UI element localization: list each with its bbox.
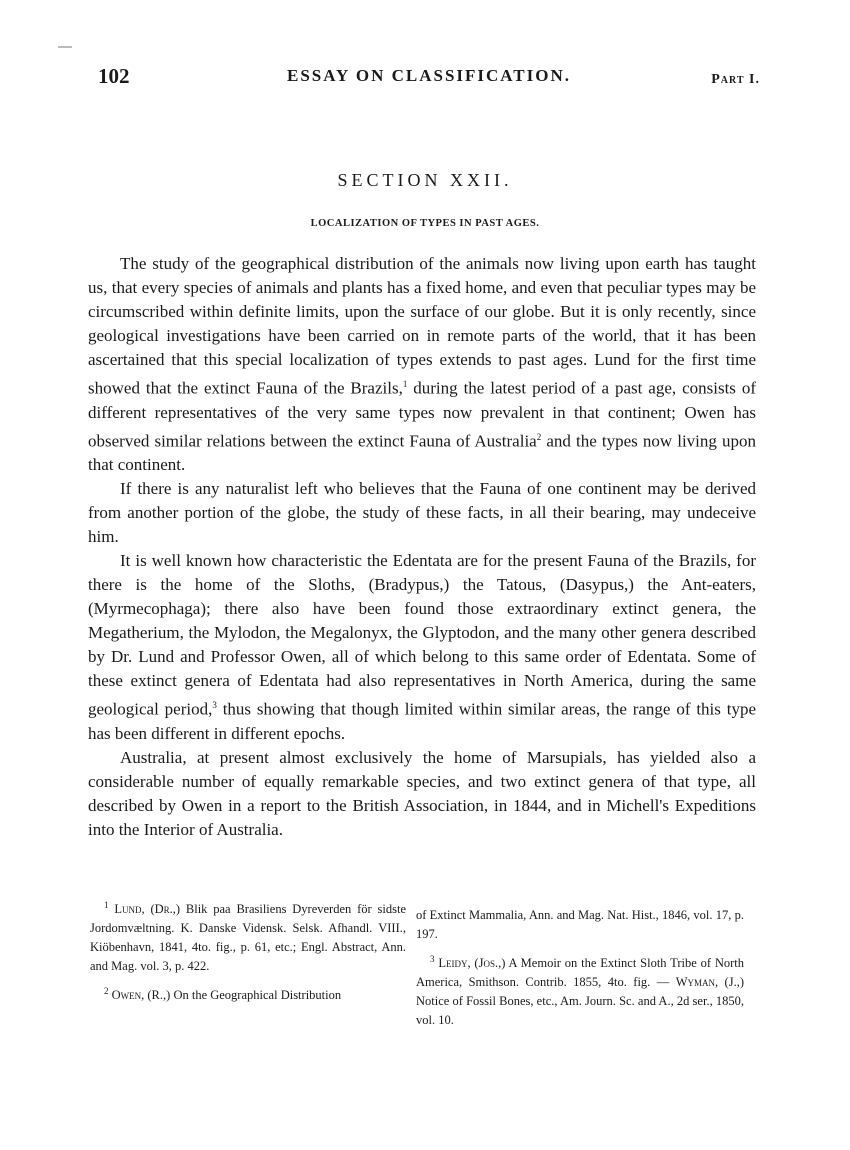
paragraph-4: Australia, at present almost exclusively the home of Marsupials, has yielded also a considerable number of equally remarkable species, and two extinct genera of that type, all described by Owen in a report to the British Association, in 1844, and in Michell's Expeditions into the Interior of Australia. [88, 747, 756, 839]
page-number: 102 [98, 64, 130, 88]
footnote-2-continuation: of Extinct Mammalia, Ann. and Mag. Nat. Hist., 1846, vol. 17, p. 197. [416, 908, 744, 941]
scan-mark [58, 46, 72, 48]
paragraph-3: It is well known how characteristic the Edentata are for the present Fauna of the Brazils, for there is the home of the Sloths, (Bradypus,) the Tatous, (Dasypus,) the Ant-eaters, (Myrmecophaga); there also have been found those extraordinary extinct genera, the Megatherium, the Mylodon, the Megalonyx, the Glyptodon, and the many other genera described by Dr. Lund and Professor Owen, all of which belong to this same order of Edentata. Some of these extinct genera of Edentata had also representatives in North America, during the same geological period,$^3$ thus showing that though limited within similar areas, the range of this type has been different in different epochs. [88, 551, 756, 743]
footnote-1: $^1$ Lund, (Dr.,) Blik paa Brasiliens Dyreverden för sidste Jordomvæltning. K. Danske Vidensk. Selsk. Afhandl. VIII., Kiöbenhavn, 1841, 4to. fig., p. 61, etc.; Engl. Abstract, Ann. and Mag. vol. 3, p. 422. [90, 900, 406, 974]
section-title: SECTION XXII. [337, 170, 513, 190]
section-subtitle: LOCALIZATION OF TYPES IN PAST AGES. [310, 218, 540, 229]
paragraph-1: The study of the geographical distribution of the animals now living upon earth has taught us, that every species of animals and plants has a fixed home, and even that peculiar types may be circumscribed within definite limits, upon the surface of our globe. But it is only recently, since geological investigations have been carried on in remote parts of the world, that it has been ascertained that this special localization of types extends to past ages. Lund for the first time showed that the extinct Fauna of the Brazils,$^1$ during the latest period of a past age, consists of different representatives of the very same types now prevalent in that continent; Owen has observed similar relations between the extinct Fauna of Australia$^2$ and the types now living upon that continent. [88, 254, 756, 475]
body-text [88, 252, 756, 842]
footnote-2: $^2$ Owen, (R.,) On the Geographical Distribution [104, 986, 342, 1003]
paragraph-2: If there is any naturalist left who believes that the Fauna of one continent may be derived from another portion of the globe, the study of these facts, in all their bearing, may undeceive him. [88, 479, 756, 547]
part-label: Part I. [711, 72, 760, 87]
footnote-3: $^3$ Leidy, (Jos.,) A Memoir on the Extinct Sloth Tribe of North America, Smithson. Contrib. 1855, 4to. fig. — Wyman, (J.,) Notice of Fossil Bones, etc., Am. Journ. Sc. and A., 2d ser., 1850, vol. 10. [416, 954, 745, 1028]
page-header [98, 64, 760, 92]
footnote-ref-3: 3 [212, 700, 217, 711]
running-title: ESSAY ON CLASSIFICATION. [286, 66, 572, 85]
footnote-ref-2: 2 [536, 431, 542, 442]
footnotes-right-column [416, 906, 744, 1036]
footnote-ref-1: 1 [402, 379, 408, 389]
footnotes-left-column [90, 896, 406, 1011]
